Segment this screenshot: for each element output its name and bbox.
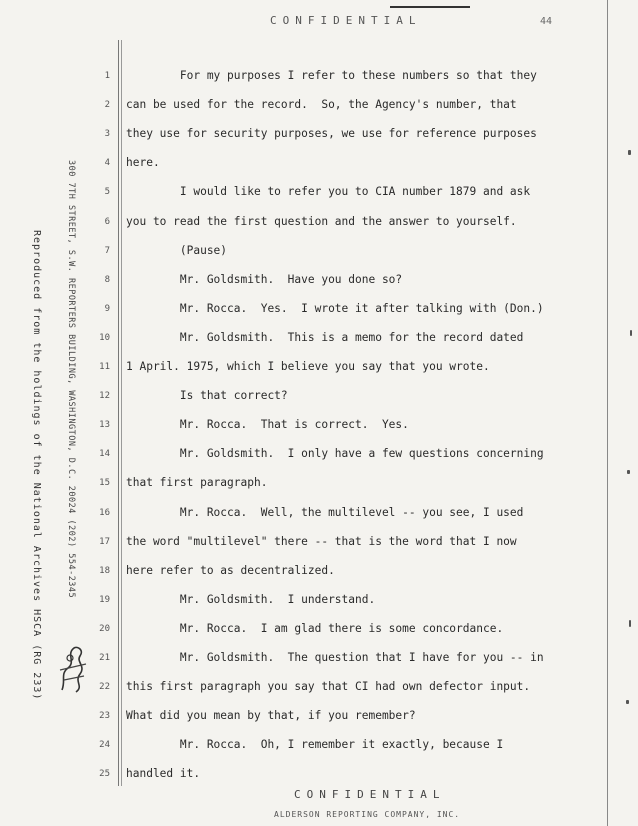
line-number: 19 [99,594,110,605]
left-margin-rule-inner [121,40,122,786]
speck [627,470,630,474]
line-number: 18 [99,565,110,576]
transcript-line: 1 April. 1975, which I believe you say that you wrote. [126,360,490,373]
transcript-line: handled it. [126,767,201,781]
page-footer-title: CONFIDENTIAL [294,788,446,801]
line-number: 9 [104,303,110,314]
transcript-line: I would like to refer you to CIA number 1879 and ask [126,185,531,199]
line-number: 11 [99,362,110,372]
reporting-company: ALDERSON REPORTING COMPANY, INC. [274,810,461,819]
archive-note [30,230,44,701]
archive-note-text: Reproduced from the holdings of the National Archives HSCA (RG 233) [31,230,42,701]
line-number: 4 [104,158,110,169]
transcript-line: here. [126,156,160,170]
line-number: 10 [99,332,110,343]
reporter-address-text: 300 7TH STREET, S.W. REPORTERS BUILDING, WASHINGTON, D.C. 20024 (202) 554-2345 [66,160,76,599]
line-number: 15 [99,478,110,489]
line-number: 2 [104,100,110,111]
line-number: 23 [99,711,110,722]
line-number: 20 [99,623,110,634]
transcript-line: What did you mean by that, if you remember? [126,709,416,723]
line-number: 3 [104,129,110,140]
right-margin-rule [607,0,608,826]
speck [629,620,631,627]
transcript-line: Mr. Rocca. Oh, I remember it exactly, because I [126,738,504,752]
top-edge-mark [390,6,470,8]
transcript-line: Mr. Goldsmith. I only have a few questions concerning [126,447,544,461]
page-header-title: CONFIDENTIAL [270,14,422,27]
line-number: 14 [99,449,110,460]
line-number: 22 [99,682,110,693]
line-number: 7 [104,245,110,256]
transcript-line: Mr. Goldsmith. I understand. [126,592,376,606]
line-number: 21 [99,653,110,663]
transcript-line: For my purposes I refer to these numbers so that they [126,69,537,82]
transcript-line: that first paragraph. [126,476,268,490]
transcript-line: can be used for the record. So, the Agency's number, that [126,98,517,112]
line-number: 1 [104,71,110,81]
transcript-line: Mr. Goldsmith. The question that I have for you -- in [126,651,544,664]
transcript-line: Is that correct? [126,389,288,403]
line-number: 13 [99,420,110,431]
line-number: 16 [99,507,110,518]
page-header-mark: 44 [540,16,553,27]
transcript-line: the word "multilevel" there -- that is the word that I now [126,534,517,548]
line-number: 8 [104,274,110,285]
line-number: 24 [99,740,110,751]
line-number: 12 [99,391,110,402]
transcript-line: you to read the first question and the answer to yourself. [126,214,517,228]
archive-stamp-icon [56,640,90,696]
transcript-line: Mr. Rocca. Yes. I wrote it after talking with (Don.) [126,301,544,315]
transcript-line: this first paragraph you say that CI had own defector input. [126,680,531,694]
line-number: 25 [99,769,110,780]
transcript-line: Mr. Rocca. That is correct. Yes. [126,418,409,432]
speck [630,330,632,336]
transcript-line: (Pause) [126,243,228,257]
line-number: 6 [104,216,110,227]
speck [628,150,631,155]
transcript-line: here refer to as decentralized. [126,563,335,577]
reporter-address [66,160,80,660]
transcript-line: Mr. Goldsmith. This is a memo for the record dated [126,330,524,344]
transcript-line: they use for security purposes, we use for reference purposes [126,127,537,141]
transcript-line: Mr. Goldsmith. Have you done so? [126,272,403,286]
transcript-line: Mr. Rocca. I am glad there is some concordance. [126,621,504,635]
line-number: 17 [99,536,110,547]
left-margin-rule [118,40,119,786]
transcript-line: Mr. Rocca. Well, the multilevel -- you see, I used [126,505,524,519]
speck [626,700,629,704]
line-number: 5 [104,187,110,198]
